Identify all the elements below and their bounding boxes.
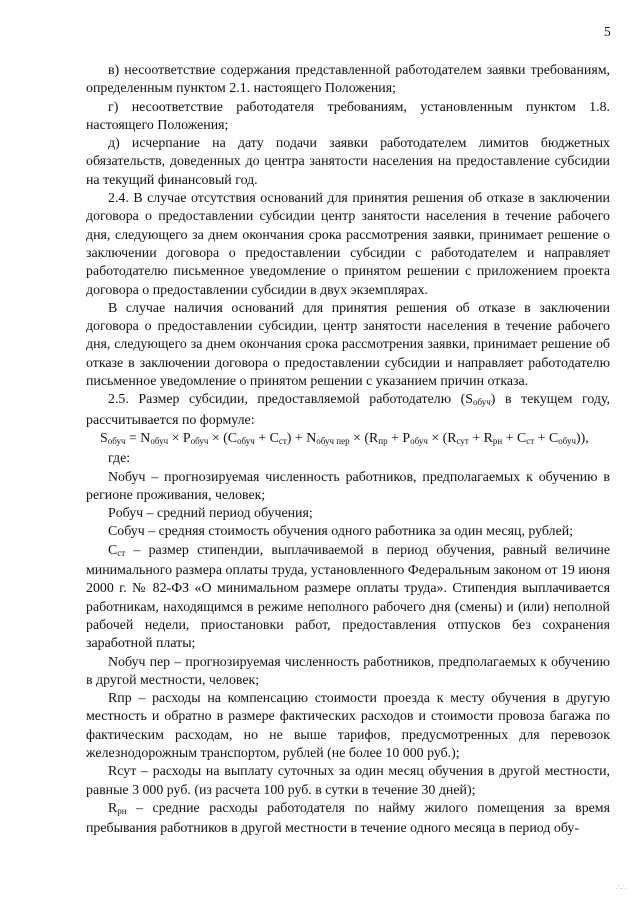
page-number: 5 <box>604 24 611 39</box>
definition-n-obuch-per: Nобуч пер – прогнозируемая численность работников, предполагаемых к обучению в другой местности, человек; <box>86 654 610 688</box>
subsidy-formula: $S_{обуч} = N_{обуч} \times P_{обуч} \times (C_{обуч} + C_{ст}) + N_{обуч пер} \times (R_{пр} + P_{обуч} \times (R_{сут} + R_{рн} + C_{ст} + C_{обуч}))$, <box>100 430 589 446</box>
definition-r-rn: $R_{рн}$ – средние расходы работодателя по найму жилого помещения за время пребывания работников в другой местности в течение одного месяца в период обу- <box>86 800 610 837</box>
paragraph-2-4: 2.4. В случае отсутствия оснований для принятия решения об отказе в заключении договора о предоставлении субсидии центр занятости населения в течение рабочего дня, следующего за днем окончания срока рассмотрения заявки, принимает решение о заключении договора о предоставлении субсидии с работодателем и направляет работодателю письменное уведомление о принятом решении с приложением проекта договора о предоставлении субсидии в двух экземплярах. <box>86 191 610 298</box>
definition-c-obuch: Cобуч – средняя стоимость обучения одного работника за один месяц, рублей; <box>108 524 574 540</box>
definition-p-obuch: Pобуч – средний период обучения; <box>108 506 313 522</box>
paragraph-refusal: В случае наличия оснований для принятия решения об отказе в заключении договора о предоставлении субсидии, центр занятости населения в течение рабочего дня, следующего за днем окончания срока рассмотрения заявки, принимает решение об отказе в заключении договора о предоставлении субсидии и направляет работодателю письменное уведомление о принятом решении с указанием причин отказа. <box>86 300 610 390</box>
definition-c-st: $C_{ст}$ – размер стипендии, выплачиваемой в период обучения, равный величине минимального размера оплаты труда, установленного Федеральным законом от 19 июня 2000 г. № 82-ФЗ «О минимальном размере оплаты труда». Стипендия выплачивается работникам, находящимся в режиме неполного рабочего дня (смены) и (или) неполной рабочей недели, приостановки работ, предоставления отпусков без сохранения заработной платы; <box>86 542 610 652</box>
scan-corner-mark: ∴∴ <box>616 883 627 892</box>
document-body <box>86 62 610 838</box>
paragraph-2-5 <box>86 391 610 430</box>
definition-r-pr: Rпр – расходы на компенсацию стоимости проезда к месту обучения в другую местность и обратно в размере фактических расходов и стоимости провоза багажа по фактическим расходам, но не выше тарифов, предусмотренных для перевозок железнодорожным транспортом, рублей (не более 10 000 руб.); <box>86 691 610 761</box>
paragraph-item-g: г) несоответствие работодателя требованиям, установленным пунктом 1.8. настоящего Положения; <box>86 99 610 133</box>
where-label: где: <box>108 451 131 467</box>
paragraph-item-v: в) несоответствие содержания представленной работодателем заявки требованиям, определенным пунктом 2.1. настоящего Положения; <box>86 63 610 97</box>
definition-n-obuch: Nобуч – прогнозируемая численность работников, предполагаемых к обучению в регионе проживания, человек; <box>86 469 610 503</box>
para-2-5-before: 2.5. Размер субсидии, предоставляемой работодателю (S <box>108 392 473 408</box>
para-2-5-sub: обуч <box>473 397 491 408</box>
para-2-5-after: ) в текущем году, рассчитывается по формуле: <box>86 392 611 428</box>
definition-r-sut: Rсут – расходы на выплату суточных за один месяц обучения в другой местности, равные 3 000 руб. (из расчета 100 руб. в сутки в течение 30 дней); <box>86 764 610 798</box>
paragraph-item-d: д) исчерпание на дату подачи заявки работодателем лимитов бюджетных обязательств, доведенных до центра занятости населения на предоставление субсидии на текущий финансовый год. <box>86 136 610 188</box>
